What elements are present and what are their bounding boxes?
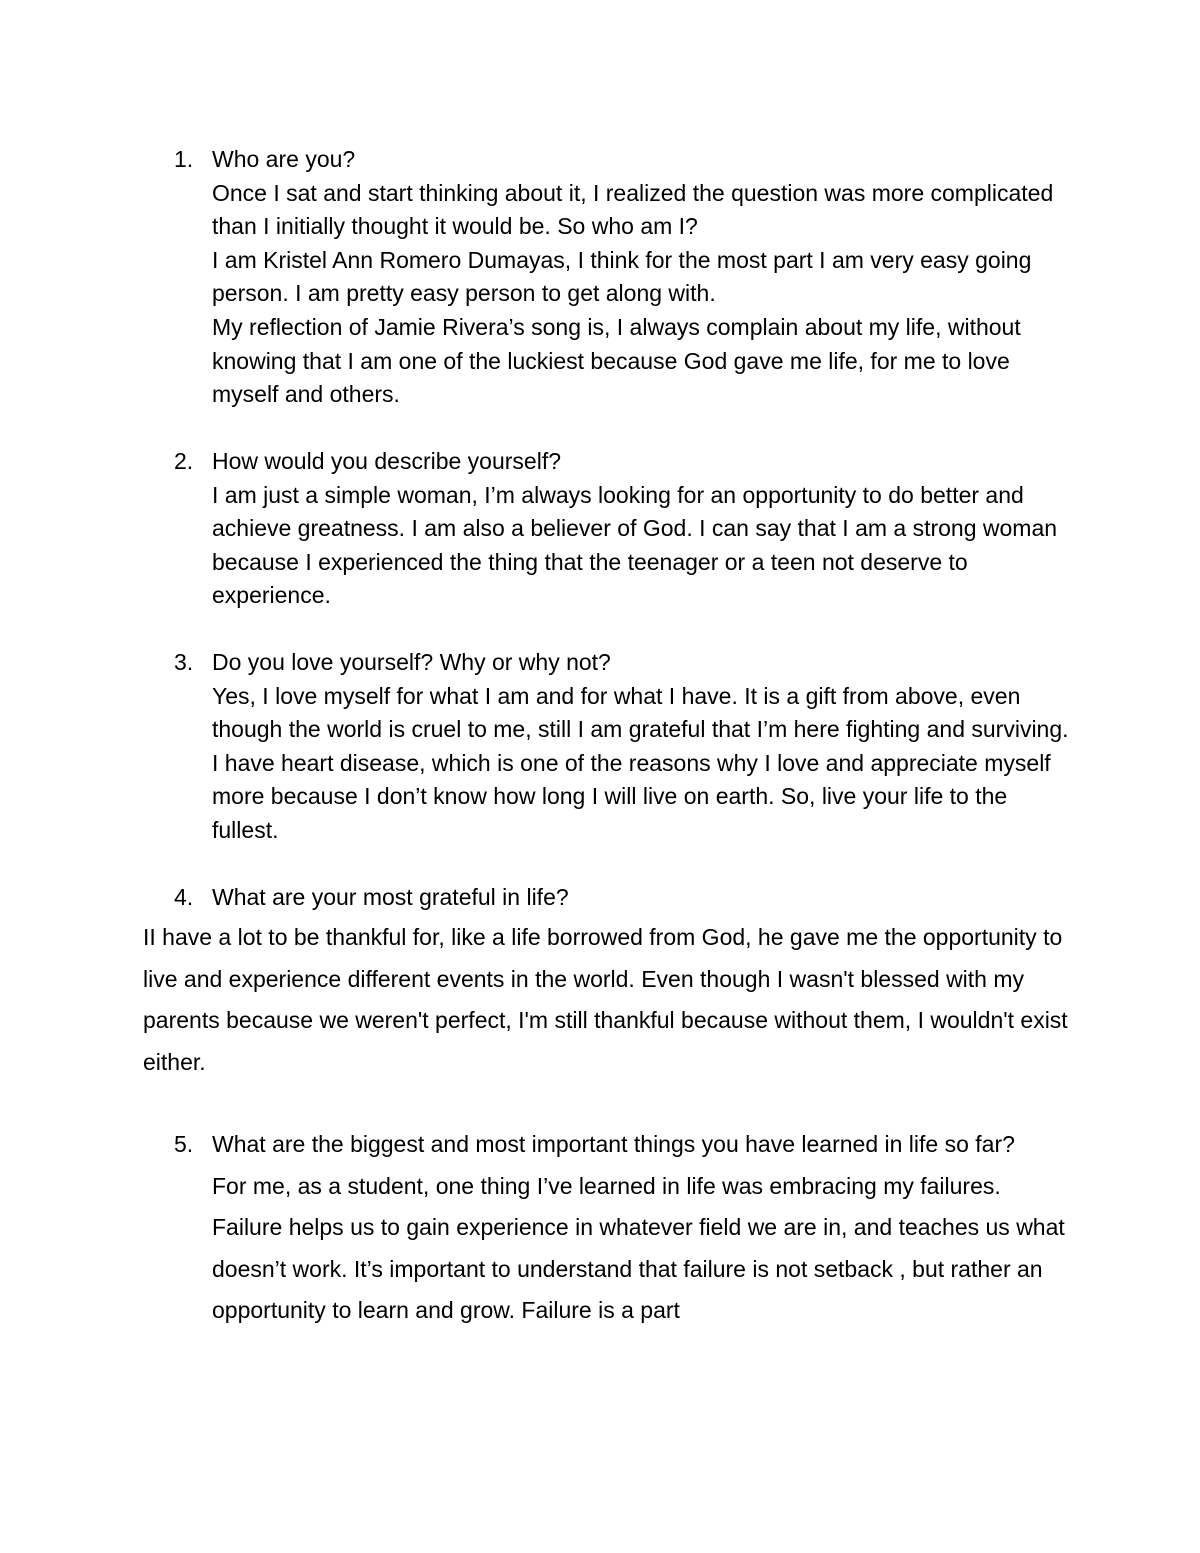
answer-paragraph-4: II have a lot to be thankful for, like a life borrowed from God, he gave me the opportunity to live and experience different events in the world. Even though I wasn't blessed with my parents because we weren't perfect, I'm still thankful because without them, I wouldn't exist either. bbox=[143, 924, 1068, 1075]
question-item-2 bbox=[174, 445, 1072, 613]
answer-paragraph: I am Kristel Ann Romero Dumayas, I think for the most part I am very easy going person. I am pretty easy person to get along with. bbox=[212, 246, 1032, 307]
question-text: Do you love yourself? Why or why not? bbox=[212, 649, 611, 675]
question-item-1 bbox=[174, 143, 1072, 412]
question-item-5 bbox=[174, 1124, 1072, 1332]
list-number: 4. bbox=[174, 884, 194, 910]
question-text: What are your most grateful in life? bbox=[212, 884, 569, 910]
list-number: 5. bbox=[174, 1131, 194, 1157]
question-text: Who are you? bbox=[212, 146, 356, 172]
answer-paragraph: I am just a simple woman, I’m always looking for an opportunity to do better and achieve greatness. I am also a believer of God. I can say that I am a strong woman because I experienced the thing that the teenager or a teen not deserve to experience. bbox=[212, 481, 1058, 609]
list-number: 2. bbox=[174, 448, 194, 474]
list-number: 1. bbox=[174, 146, 194, 172]
answer-paragraph: For me, as a student, one thing I’ve learned in life was embracing my failures. Failure helps us to gain experience in whatever field we are in, and teaches us what doesn’t work. It’s important to understand that failure is not setback , but rather an opportunity to learn and grow. Failure is a part bbox=[212, 1172, 1065, 1324]
question-text: How would you describe yourself? bbox=[212, 448, 562, 474]
question-text: What are the biggest and most important things you have learned in life so far? bbox=[212, 1131, 1015, 1157]
question-item-4 bbox=[174, 881, 1072, 915]
list-number: 3. bbox=[174, 649, 194, 675]
answer-paragraph: Yes, I love myself for what I am and for what I have. It is a gift from above, even though the world is cruel to me, still I am grateful that I’m here fighting and surviving. I have heart disease, which is one of the reasons why I love and appreciate myself more because I don’t know how long I will live on earth. So, live your life to the fullest. bbox=[212, 682, 1069, 843]
answer-paragraph: Once I sat and start thinking about it, I realized the question was more complicated than I initially thought it would be. So who am I? bbox=[212, 179, 1054, 240]
answer-paragraph: My reflection of Jamie Rivera’s song is, I always complain about my life, without knowing that I am one of the luckiest because God gave me life, for me to love myself and others. bbox=[212, 313, 1021, 408]
question-item-3 bbox=[174, 646, 1072, 848]
